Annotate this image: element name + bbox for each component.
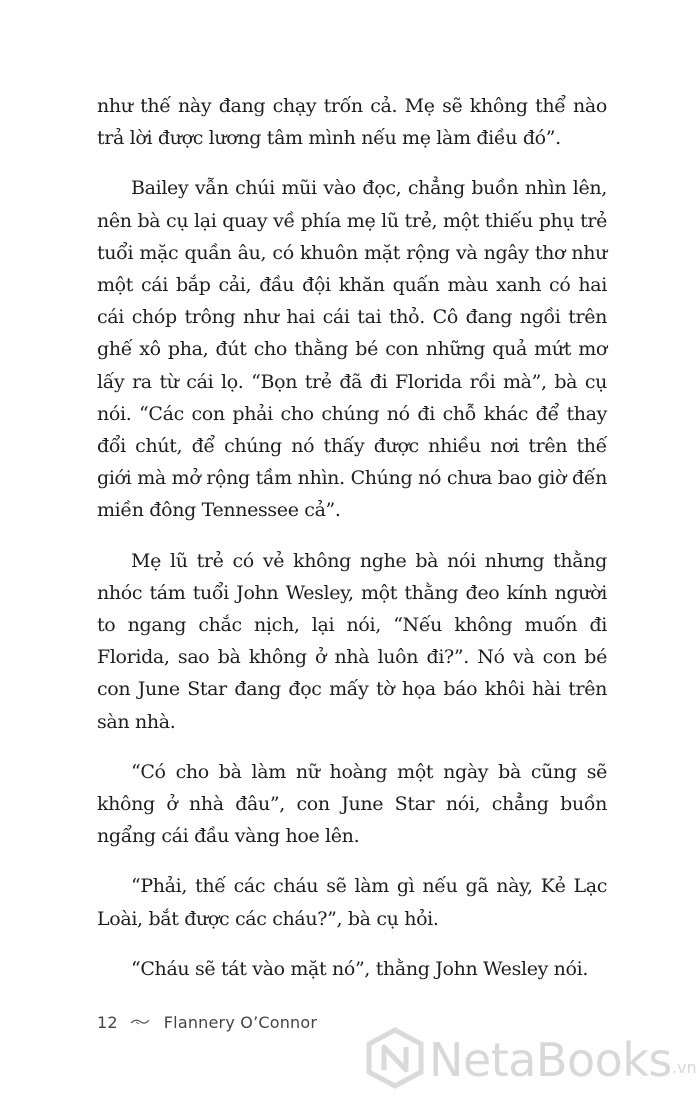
paragraph-4: “Có cho bà làm nữ hoàng một ngày bà cũng sẽ không ở nhà đâu”, con June Star nói, chẳng buồn ngẩng cái đầu vàng hoe lên.: [97, 760, 607, 848]
watermark: [365, 1027, 697, 1093]
paragraph-5: “Phải, thế các cháu sẽ làm gì nếu gã này, Kẻ Lạc Loài, bắt được các cháu?”, bà cụ hỏi.: [97, 875, 607, 930]
watermark-brand: NetaBooks: [429, 1033, 672, 1087]
author-name: Flannery O’Connor: [163, 1012, 318, 1032]
paragraph-3: Mẹ lũ trẻ có vẻ không nghe bà nói nhưng thằng nhóc tám tuổi John Wesley, một thằng đeo kính người to ngang chắc nịch, lại nói, “Nếu không muốn đi Florida, sao bà không ở nhà luôn đi?”. Nó và con bé con June Star đang đọc mấy tờ họa báo khôi hài trên sàn nhà.: [97, 549, 607, 733]
netabooks-logo-icon: [365, 1027, 425, 1093]
body-text: [97, 90, 607, 1003]
watermark-suffix: .vn: [671, 1058, 697, 1077]
page-footer: [97, 1010, 317, 1034]
page-number: 12: [97, 1012, 118, 1032]
quill-ornament-icon: [130, 1017, 150, 1027]
paragraph-6: “Cháu sẽ tát vào mặt nó”, thằng John Wesley nói.: [131, 957, 589, 980]
paragraph-1: như thế này đang chạy trốn cả. Mẹ sẽ không thể nào trả lời được lương tâm mình nếu mẹ làm điều đó”.: [97, 95, 607, 150]
paragraph-2: Bailey vẫn chúi mũi vào đọc, chẳng buồn nhìn lên, nên bà cụ lại quay về phía mẹ lũ trẻ, một thiếu phụ trẻ tuổi mặc quần âu, có khuôn mặt rộng và ngây thơ như một cái bắp cải, đầu đội khăn quấn màu xanh có hai cái chóp trông như hai cái tai thỏ. Cô đang ngồi trên ghế xô pha, đút cho thằng bé con những quả mứt mơ lấy ra từ cái lọ. “Bọn trẻ đã đi Florida rồi mà”, bà cụ nói. “Các con phải cho chúng nó đi chỗ khác để thay đổi chút, để chúng nó thấy được nhiều nơi trên thế giới mà mở rộng tầm nhìn. Chúng nó chưa bao giờ đến miền đông Tennessee cả”.: [97, 177, 607, 522]
